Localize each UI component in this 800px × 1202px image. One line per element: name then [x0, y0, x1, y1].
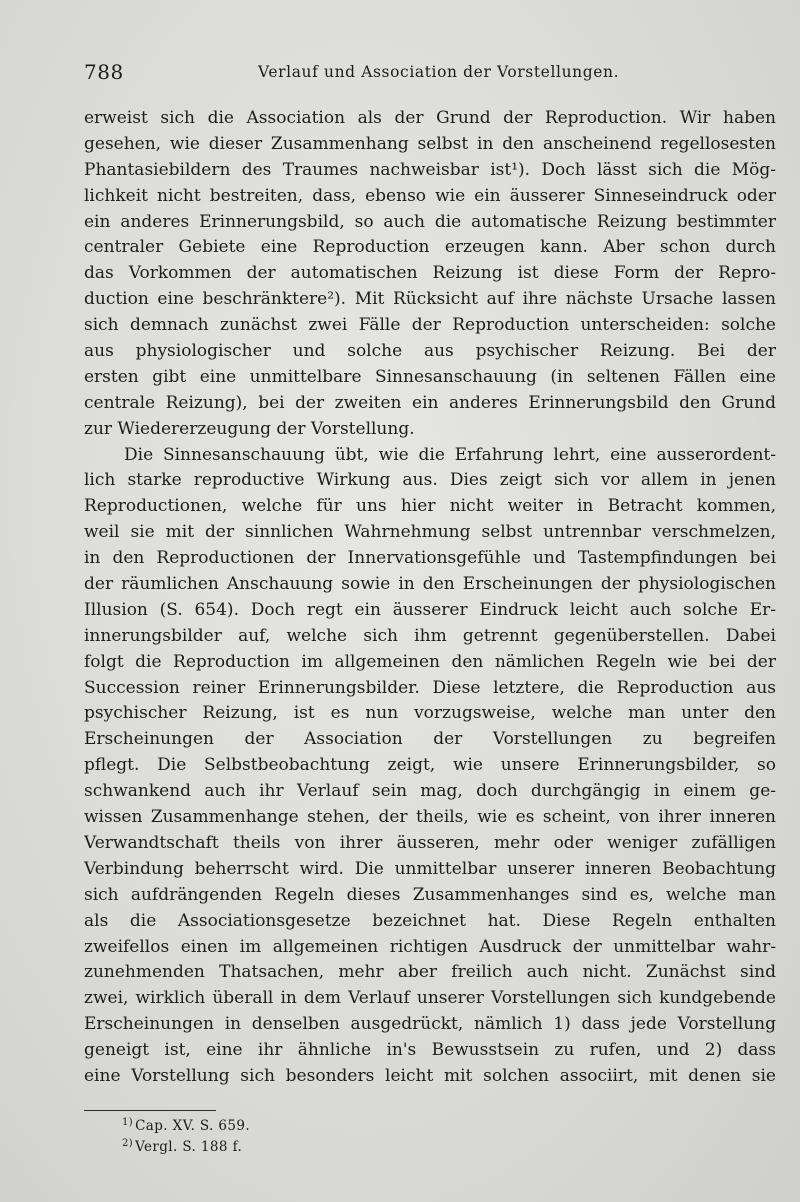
text-line: erweist sich die Association als der Grund der Reproduction. Wir haben: [84, 108, 776, 128]
text-line: zur Wiedererzeugung der Vorstellung.: [84, 418, 415, 439]
text-line: der räumlichen Anschauung sowie in den Erscheinungen der physiologischen: [84, 574, 776, 595]
running-title: Verlauf und Association der Vorstellungen.: [258, 63, 620, 81]
text-line: aus physiologischer und solche aus psychischer Reizung. Bei der: [84, 341, 776, 362]
page-number: 788: [84, 60, 124, 84]
text-line: als die Associationsgesetze bezeichnet hat. Diese Regeln enthalten: [84, 910, 776, 931]
text-line: innerungsbilder auf, welche sich ihm getrennt gegenüberstellen. Dabei: [84, 625, 776, 646]
text-line: centraler Gebiete eine Reproduction erzeugen kann. Aber schon durch: [84, 237, 776, 258]
text-line: schwankend auch ihr Verlauf sein mag, doch durchgängig in einem ge-: [84, 781, 776, 802]
text-line: lichkeit nicht bestreiten, dass, ebenso wie ein äusserer Sinneseindruck oder: [84, 185, 776, 206]
footnotes: [122, 1116, 522, 1158]
running-head: [84, 60, 784, 90]
body-text: [84, 106, 776, 1090]
text-line: Verwandtschaft theils von ihrer äusseren, mehr oder weniger zufälligen: [84, 832, 776, 853]
text-line: centrale Reizung), bei der zweiten ein anderes Erinnerungsbild den Grund: [84, 392, 776, 413]
text-line: zunehmenden Thatsachen, mehr aber freilich auch nicht. Zunächst sind: [84, 962, 776, 983]
text-line: folgt die Reproduction im allgemeinen den nämlichen Regeln wie bei der: [84, 651, 776, 672]
footnote-text: Vergl. S. 188 f.: [135, 1139, 243, 1155]
footnote: [122, 1137, 522, 1158]
text-line: Succession reiner Erinnerungsbilder. Diese letztere, die Reproduction aus: [84, 677, 776, 698]
text-line: eine Vorstellung sich besonders leicht mit solchen associirt, mit denen sie: [84, 1065, 776, 1086]
text-line: gesehen, wie dieser Zusammenhang selbst in den anscheinend regellosesten: [84, 133, 776, 154]
text-line: zwei, wirklich überall in dem Verlauf unserer Vorstellungen sich kundgebende: [84, 988, 776, 1009]
text-line: Die Sinnesanschauung übt, wie die Erfahrung lehrt, eine ausserordent-: [124, 444, 776, 465]
footnote-text: Cap. XV. S. 659.: [135, 1118, 251, 1134]
text-line: Phantasiebildern des Traumes nachweisbar ist¹). Doch lässt sich die Mög-: [84, 159, 776, 180]
text-line: Illusion (S. 654). Doch regt ein äusserer Eindruck leicht auch solche Er-: [84, 599, 776, 620]
text-line: in den Reproductionen der Innervationsgefühle und Tastempfindungen bei: [84, 548, 776, 569]
text-line: weil sie mit der sinnlichen Wahrnehmung selbst untrennbar verschmelzen,: [84, 522, 776, 543]
text-line: wissen Zusammenhange stehen, der theils, wie es scheint, von ihrer inneren: [84, 807, 776, 828]
text-line: Verbindung beherrscht wird. Die unmittelbar unserer inneren Beobachtung: [84, 858, 776, 879]
text-line: Erscheinungen der Association der Vorstellungen zu begreifen: [84, 729, 776, 750]
text-line: ersten gibt eine unmittelbare Sinnesanschauung (in seltenen Fällen eine: [84, 366, 776, 387]
footnote-divider: [84, 1110, 216, 1111]
text-line: lich starke reproductive Wirkung aus. Dies zeigt sich vor allem in jenen: [84, 470, 776, 491]
footnote-mark: 2): [122, 1137, 134, 1149]
text-line: duction eine beschränktere²). Mit Rücksicht auf ihre nächste Ursache lassen: [84, 289, 776, 310]
text-line: sich demnach zunächst zwei Fälle der Reproduction unterscheiden: solche: [84, 315, 776, 336]
text-line: zweifellos einen im allgemeinen richtigen Ausdruck der unmittelbar wahr-: [84, 936, 776, 957]
text-line: Erscheinungen in denselben ausgedrückt, nämlich 1) dass jede Vorstellung: [84, 1014, 776, 1035]
text-line: Reproductionen, welche für uns hier nicht weiter in Betracht kommen,: [84, 496, 776, 517]
footnote: [122, 1116, 522, 1137]
footnote-mark: 1): [122, 1116, 134, 1128]
text-line: das Vorkommen der automatischen Reizung ist diese Form der Repro-: [84, 263, 776, 284]
text-line: geneigt ist, eine ihr ähnliche in's Bewusstsein zu rufen, und 2) dass: [84, 1040, 776, 1061]
text-line: psychischer Reizung, ist es nun vorzugsweise, welche man unter den: [84, 703, 776, 724]
text-line: pflegt. Die Selbstbeobachtung zeigt, wie unsere Erinnerungsbilder, so: [84, 755, 776, 776]
text-line: ein anderes Erinnerungsbild, so auch die automatische Reizung bestimmter: [84, 211, 776, 232]
text-line: sich aufdrängenden Regeln dieses Zusammenhanges sind es, welche man: [84, 884, 776, 905]
